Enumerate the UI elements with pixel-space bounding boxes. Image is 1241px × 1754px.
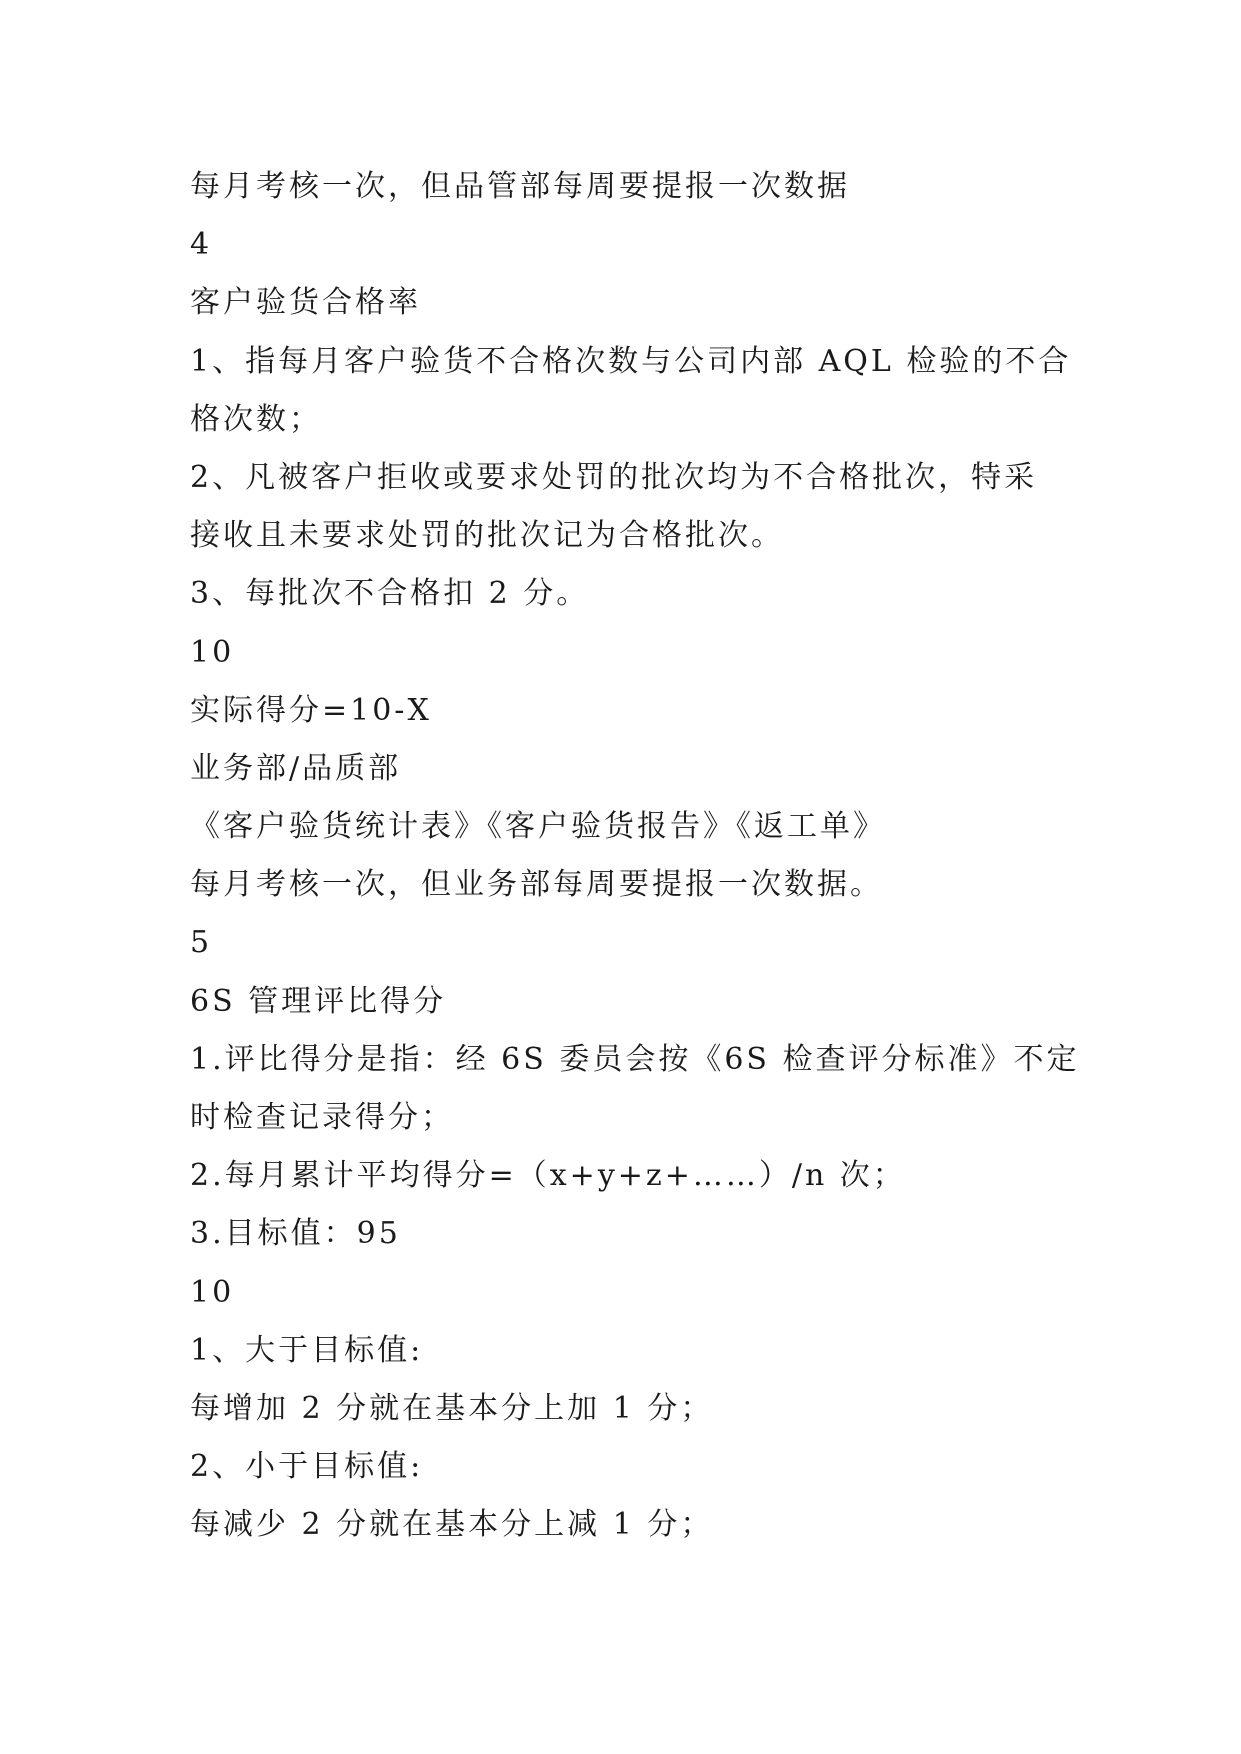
- text-line: 2、凡被客户拒收或要求处罚的批次均为不合格批次，特采: [190, 459, 1038, 495]
- text-line: 每月考核一次，但品管部每周要提报一次数据: [190, 169, 850, 204]
- document-body: [190, 158, 1080, 1555]
- text-line: 1、指每月客户验货不合格次数与公司内部 AQL 检验的不合: [190, 343, 1072, 379]
- text-line: 2.每月累计平均得分=（x+y+z+……）/n 次；: [190, 1158, 906, 1194]
- text-line: 10: [190, 1274, 235, 1310]
- text-line: 1.评比得分是指：经 6S 委员会按《6S 检查评分标准》不定: [190, 1041, 1080, 1077]
- text-line: 5: [190, 925, 213, 961]
- text-line: 6S 管理评比得分: [190, 983, 447, 1019]
- text-line: 10: [190, 634, 235, 670]
- text-line: 每增加 2 分就在基本分上加 1 分；: [190, 1390, 714, 1426]
- text-line: 3、每批次不合格扣 2 分。: [190, 576, 590, 612]
- text-line: 实际得分=10-X: [190, 692, 432, 728]
- text-line: 接收且未要求处罚的批次记为合格批次。: [190, 518, 784, 554]
- text-line: 时检查记录得分；: [190, 1100, 454, 1135]
- text-line: 每月考核一次，但业务部每周要提报一次数据。: [190, 867, 883, 903]
- text-line: 《客户验货统计表》《客户验货报告》《返工单》: [190, 809, 886, 845]
- text-line: 3.目标值：95: [190, 1216, 401, 1252]
- text-line: 每减少 2 分就在基本分上减 1 分；: [190, 1507, 714, 1543]
- text-line: 格次数；: [190, 401, 322, 437]
- text-line: 2、小于目标值:: [190, 1449, 424, 1485]
- text-line: 客户验货合格率: [190, 285, 421, 321]
- text-line: 1、大于目标值:: [190, 1332, 424, 1368]
- text-line: 4: [190, 227, 213, 263]
- text-line: 业务部/品质部: [190, 750, 402, 786]
